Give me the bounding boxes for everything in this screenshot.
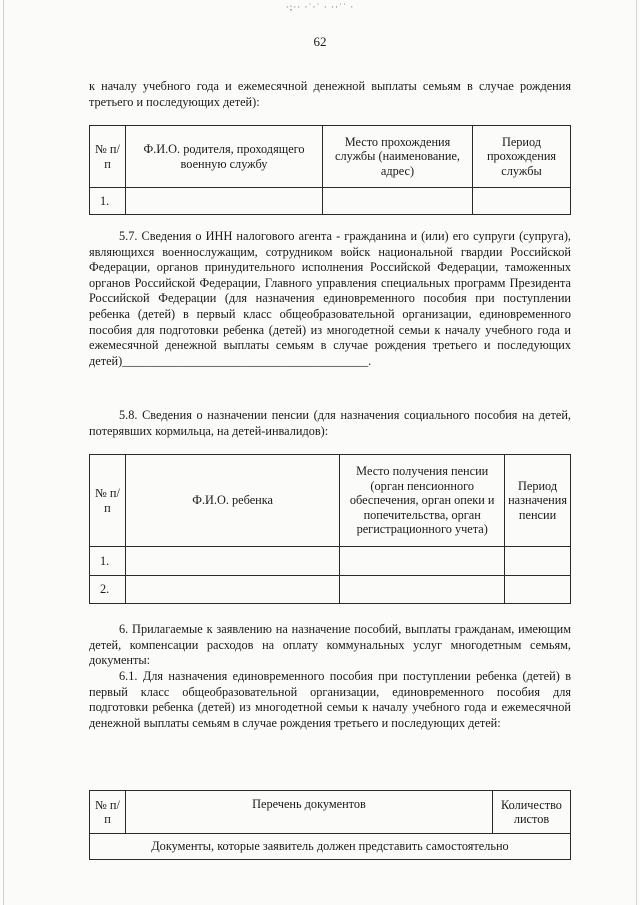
col-header-child-name: Ф.И.О. ребенка [125, 455, 339, 547]
col-header-sheet-count: Количество листов [493, 791, 571, 834]
col-header-pension-place: Место получения пенсии (орган пенсионного обеспечения, орган опеки и попечительства, орган регистрационного учета) [340, 455, 505, 547]
col-header-document-list: Перечень документов [126, 791, 493, 834]
table-row [90, 547, 571, 576]
table-cell [323, 188, 473, 215]
col-header-parent-name: Ф.И.О. родителя, проходящего военную службу [126, 126, 323, 188]
intro-text: к началу учебного года и ежемесячной денежной выплаты семьям в случае рождения третьего и последующих детей): [89, 79, 571, 109]
section-6-1: 6.1. Для назначения единовременного пособия при поступлении ребенка (детей) в первый класс общеобразовательной организации, единовременного пособия для подготовки ребенка (детей) из многодетной семьи к началу учебного года и ежемесячной денежной выплаты семьям в случае рождения третьего и последующих детей: [89, 669, 571, 730]
table-cell [125, 576, 339, 604]
documents-table [89, 790, 571, 860]
table-cell [340, 576, 505, 604]
scan-mark: ·;·· ·˙·˙ · ··˙˙ · [285, 2, 355, 12]
col-header-service-period: Период прохождения службы [473, 126, 571, 188]
col-header-service-place: Место прохождения службы (наименование, адрес) [323, 126, 473, 188]
table-cell: 1. [90, 188, 126, 215]
military-service-table [89, 125, 571, 215]
col-header-pension-period: Период назначения пенсии [505, 455, 571, 547]
table-cell: 1. [90, 547, 126, 576]
table-cell [125, 547, 339, 576]
scan-edge-left [3, 0, 4, 905]
table-cell [340, 547, 505, 576]
table-row [90, 188, 571, 215]
col-header-number: № п/п [90, 126, 126, 188]
page-number: 62 [313, 34, 327, 49]
section-6: 6. Прилагаемые к заявлению на назначение пособий, выплаты гражданам, имеющим детей, компенсации расходов на оплату коммунальных услуг многодетным семьям, документы: [89, 622, 571, 668]
section-5-7: 5.7. Сведения о ИНН налогового агента - гражданина и (или) его супруги (супруга), являющихся военнослужащим, сотрудником войск национальной гвардии Российской Федерации, органов принудительного исполнения Российской Федерации, таможенных органов Российской Федерации, Главного управления специальных программ Президента Российской Федерации (для назначения единовременного пособия при поступлении ребенка (детей) в первый класс общеобразовательной организации, единовременного пособия для подготовки ребенка (детей) из многодетной семьи к началу учебного года и ежемесячной денежной выплаты семьям в случае рождения третьего и последующих детей)________________________________________. [89, 229, 571, 368]
section-5-8: 5.8. Сведения о назначении пенсии (для назначения социального пособия на детей, потерявших кормильца, на детей-инвалидов): [89, 408, 571, 438]
table-cell [505, 547, 571, 576]
table-cell: 2. [90, 576, 126, 604]
table-row [90, 576, 571, 604]
table-row [90, 834, 571, 860]
table-cell [473, 188, 571, 215]
section-row-applicant-documents: Документы, которые заявитель должен представить самостоятельно [90, 834, 571, 860]
scan-edge-right [636, 0, 637, 905]
table-cell [126, 188, 323, 215]
col-header-number: № п/п [90, 791, 126, 834]
col-header-number: № п/п [90, 455, 126, 547]
pension-table [89, 454, 571, 604]
table-cell [505, 576, 571, 604]
